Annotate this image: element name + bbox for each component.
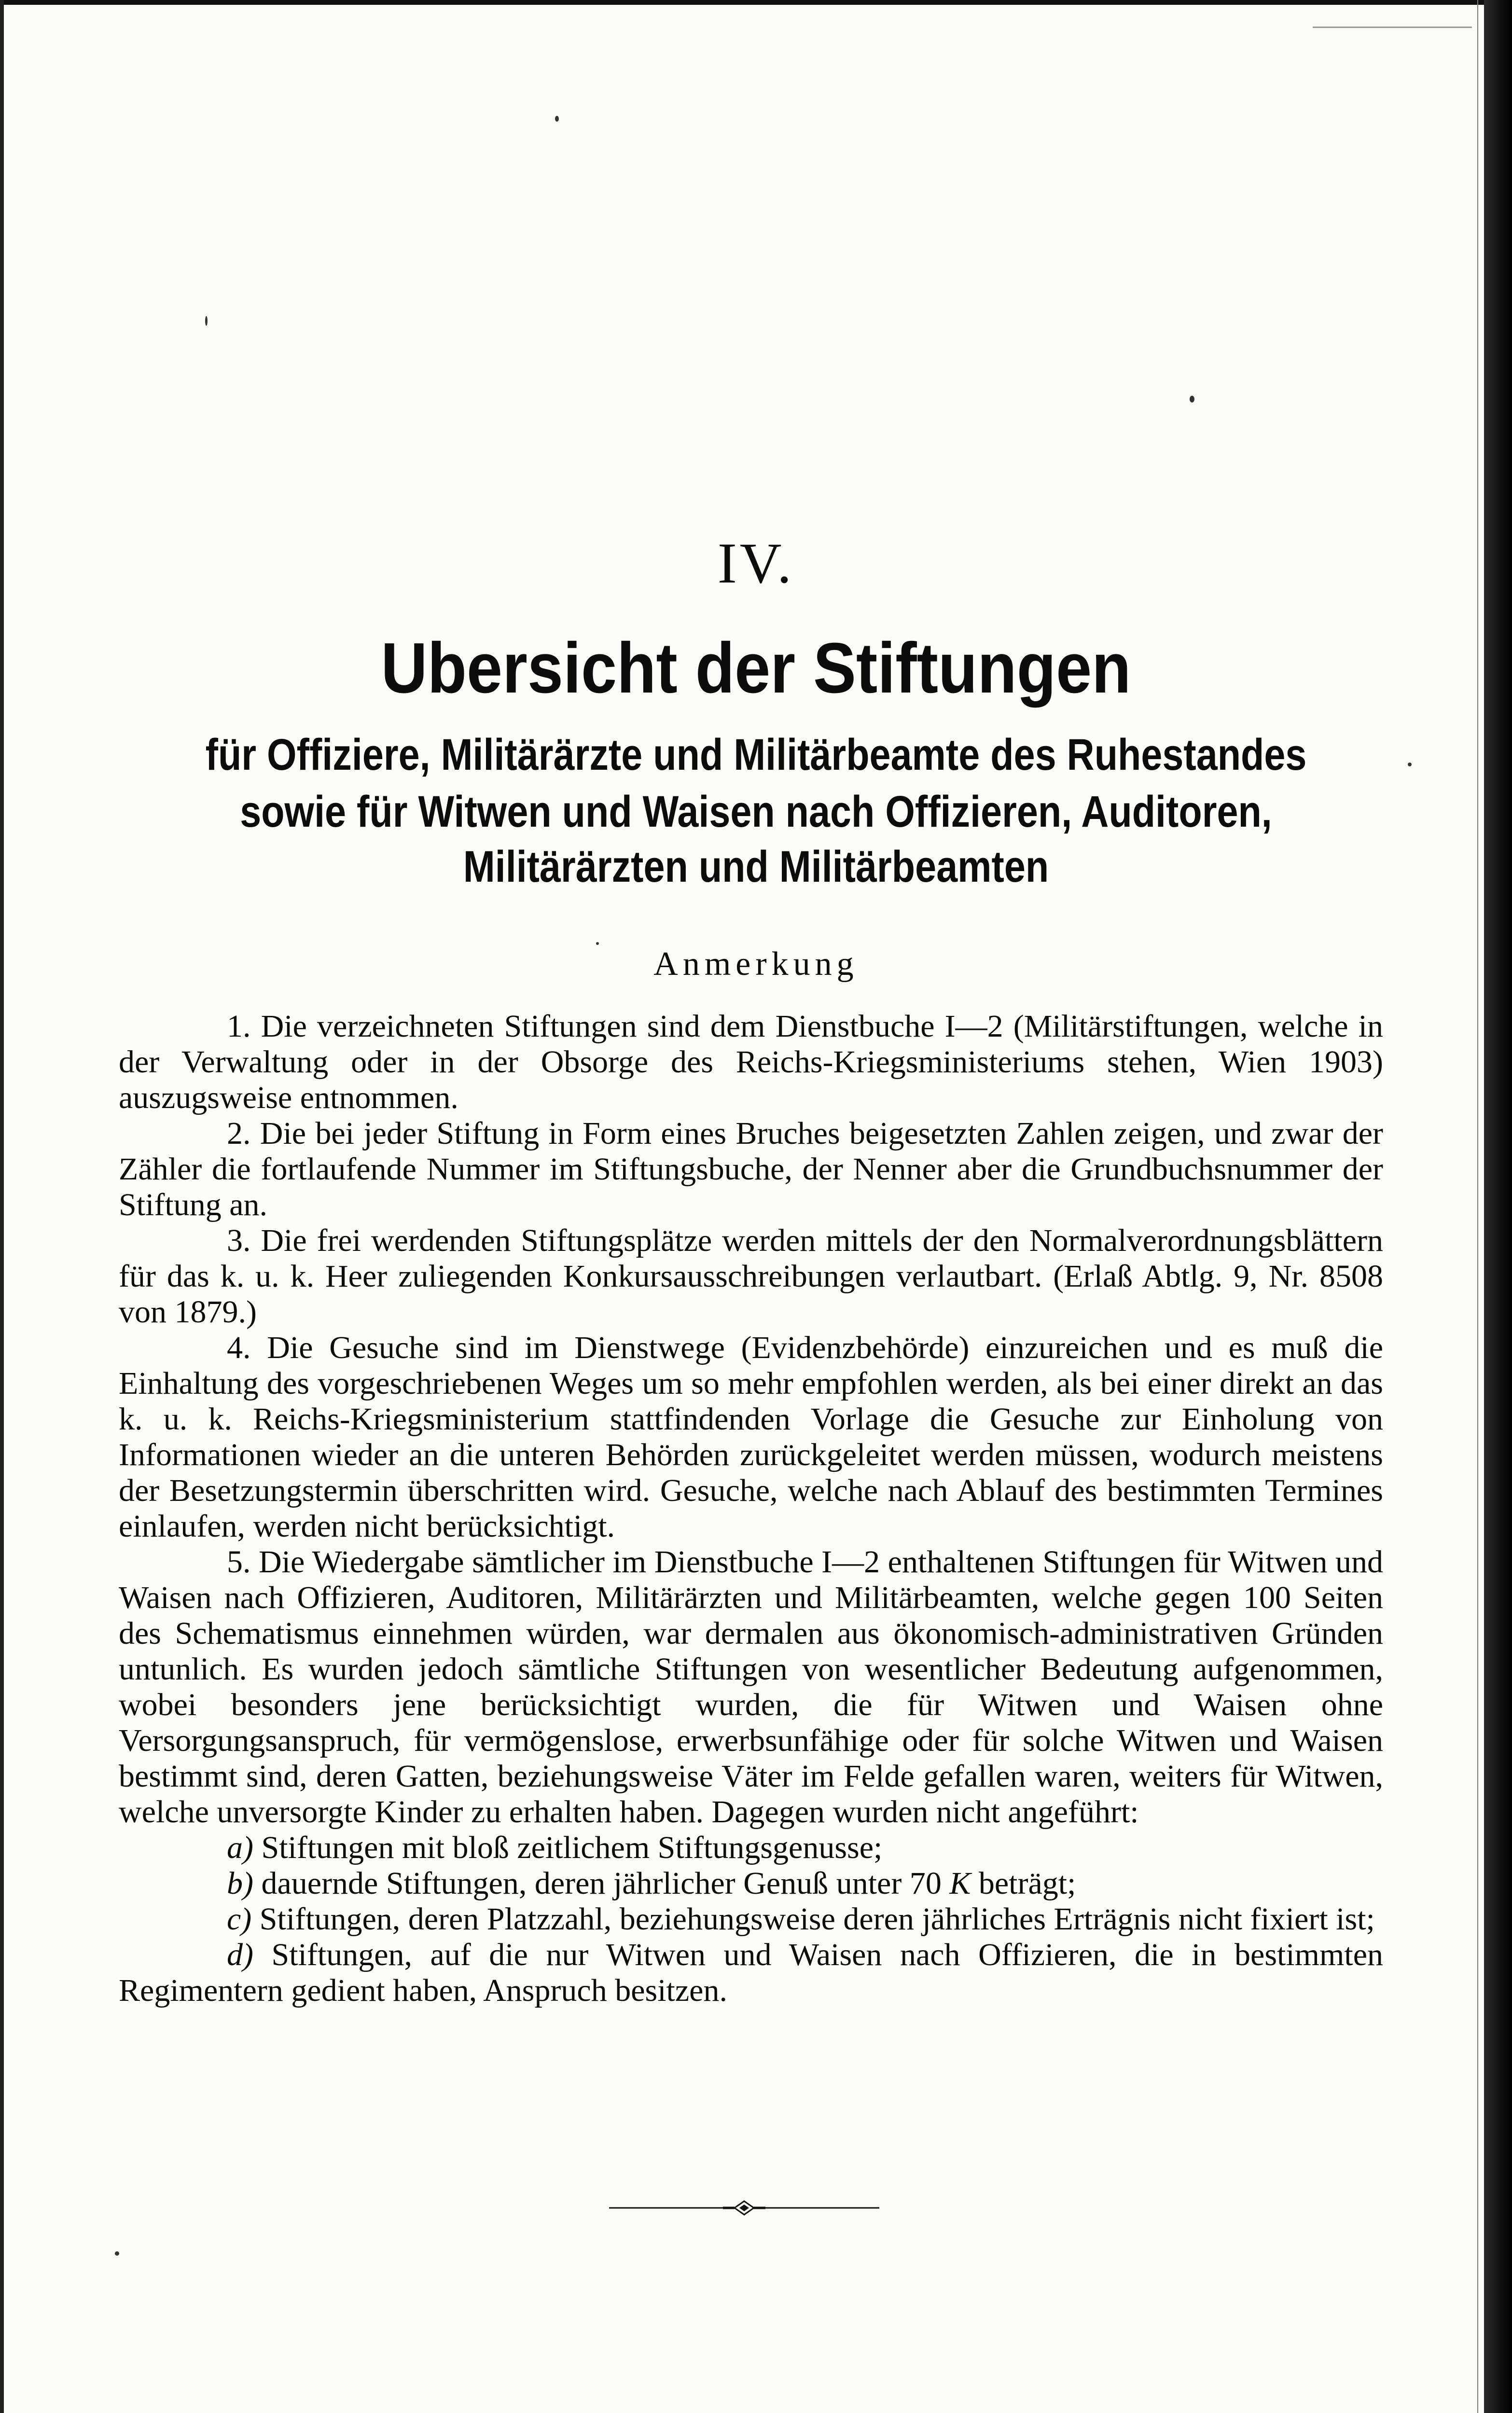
note-body <box>119 1009 1383 2009</box>
scan-speck <box>1190 396 1194 402</box>
scan-edge-left <box>0 0 4 2413</box>
scan-speck <box>205 316 208 326</box>
currency-unit: K <box>949 1866 971 1901</box>
list-marker-b: b) <box>227 1866 253 1901</box>
note-paragraph-2: 2. Die bei jeder Stiftung in Form eines Bruches beigesetzten Zahlen zeigen, und zwar der Zähler die fortlaufende Nummer im Stiftungsbuche, der Nenner aber die Grundbuchsnummer der Stiftung an. <box>119 1116 1383 1222</box>
subtitle-line-2: sowie für Witwen und Waisen nach Offizieren, Auditoren, <box>240 787 1272 836</box>
list-item-a <box>119 1830 1383 1866</box>
subtitle-line-3: Militärärzten und Militärbeamten <box>463 842 1049 891</box>
page-fold-line <box>1477 0 1478 2413</box>
scan-speck <box>1408 763 1412 766</box>
scan-speck <box>596 942 599 945</box>
list-item-c <box>119 1901 1383 1937</box>
note-paragraph-4: 4. Die Gesuche sind im Dienstwege (Evidenzbehörde) einzureichen und es muß die Einhaltung des vorgeschriebenen Weges um so mehr empfohlen werden, als bei einer direkt an das k. u. k. Reichs-Kriegsministerium stattfindenden Vorlage die Gesuche zur Einholung von Informationen wieder an die unteren Behörden zurückgeleitet werden müssen, wodurch meistens der Besetzungstermin überschritten wird. Gesuche, welche nach Ablauf des bestimmten Termines einlaufen, werden nicht berücksichtigt. <box>119 1330 1383 1544</box>
list-text-d: Stiftungen, auf die nur Witwen und Waisen nach Offizieren, die in bestimmten Regimentern gedient haben, Anspruch besitzen. <box>119 1937 1383 2008</box>
list-marker-d: d) <box>227 1937 253 1972</box>
list-marker-a: a) <box>227 1830 253 1865</box>
list-marker-c: c) <box>227 1901 252 1937</box>
list-item-d <box>119 1937 1383 2009</box>
note-heading: Anmerkung <box>653 945 859 983</box>
scan-edge-right <box>1484 0 1512 2413</box>
scan-speck <box>115 2251 119 2256</box>
list-text-a: Stiftungen mit bloß zeitlichem Stiftungsgenusse; <box>261 1830 883 1865</box>
diamond-rule-ornament-icon <box>609 2198 879 2218</box>
section-numeral: IV. <box>717 531 795 595</box>
list-text-c: Stiftungen, deren Platzzahl, beziehungsweise deren jährliches Erträgnis nicht fixiert ist; <box>259 1901 1375 1937</box>
scan-edge-top <box>0 0 1512 5</box>
list-text-b-after: beträgt; <box>978 1866 1076 1901</box>
page-fold-mark <box>1313 27 1472 28</box>
note-paragraph-3: 3. Die frei werdenden Stiftungsplätze werden mittels der den Normalverordnungsblättern für das k. u. k. Heer zuliegenden Konkursausschreibungen verlautbart. (Erlaß Abtlg. 9, Nr. 8508 von 1879.) <box>119 1223 1383 1330</box>
scan-speck <box>555 116 559 122</box>
subtitle-line-1: für Offiziere, Militärärzte und Militärbeamte des Ruhestandes <box>205 730 1307 779</box>
note-paragraph-5: 5. Die Wiedergabe sämtlicher im Dienstbuche I—2 enthaltenen Stiftungen für Witwen und Waisen nach Offizieren, Auditoren, Militärärzten und Militärbeamten, welche gegen 100 Seiten des Schematismus einnehmen würden, war dermalen aus ökonomisch-administrativen Gründen untunlich. Es wurden jedoch sämtliche Stiftungen von wesentlicher Bedeutung aufgenommen, wobei besonders jene berücksichtigt wurden, die für Witwen und Waisen ohne Versorgungsanspruch, für vermögenslose, erwerbsunfähige oder für solche Witwen und Waisen bestimmt sind, deren Gatten, beziehungsweise Väter im Felde gefallen waren, weiters für Witwen, welche unversorgte Kinder zu erhalten haben. Dagegen wurden nicht angeführt: <box>119 1544 1383 1830</box>
list-item-b <box>119 1866 1383 1901</box>
note-paragraph-1: 1. Die verzeichneten Stiftungen sind dem Dienstbuche I—2 (Militärstiftungen, welche in der Verwaltung oder in der Obsorge des Reichs-Kriegsministeriums stehen, Wien 1903) auszugsweise entnommen. <box>119 1009 1383 1115</box>
list-text-b-before: dauernde Stiftungen, deren jährlicher Genuß unter 70 <box>261 1866 942 1901</box>
page-title: Ubersicht der Stiftungen <box>381 628 1131 708</box>
